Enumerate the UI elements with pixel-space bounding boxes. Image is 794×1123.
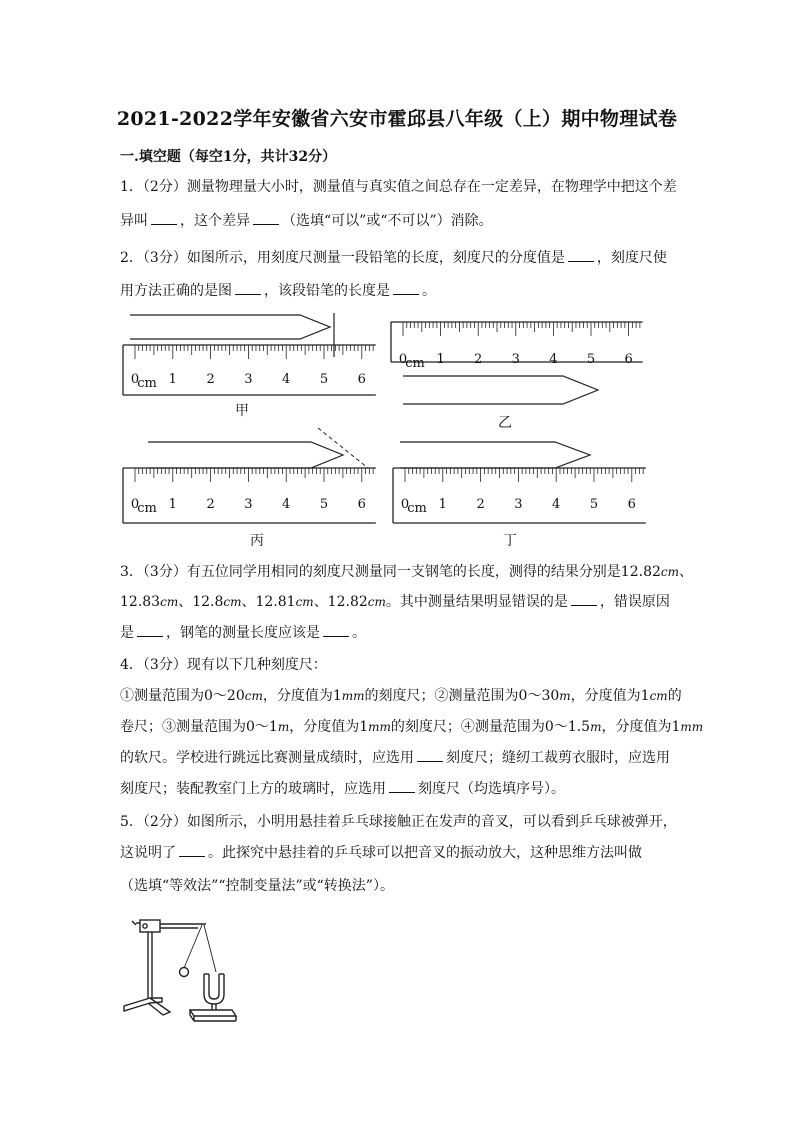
answer-blank[interactable] (253, 211, 279, 225)
q5-line3: （选填“等效法”“控制变量法”或“转换法”）。 (120, 878, 394, 894)
ruler-tick-label: 5 (586, 352, 596, 367)
ruler-tick-label: 3 (511, 352, 520, 367)
ruler-tick-label: 6 (624, 352, 633, 367)
pencil (148, 442, 343, 468)
q3-line1: 3．（3分）有五位同学用相同的刻度尺测量同一支钢笔的长度，测得的结果分别是12.82cm、 (120, 564, 694, 580)
pencil (130, 315, 330, 339)
ruler-tick-label: 5 (319, 497, 329, 512)
ruler-tick-label: 2 (476, 497, 485, 512)
ruler-unit-label: cm (407, 501, 427, 516)
ruler-tick-label: 1 (168, 497, 177, 512)
answer-blank[interactable] (151, 211, 177, 225)
ruler-tick-label: 4 (282, 497, 291, 512)
ruler-unit-label: cm (137, 501, 157, 516)
answer-blank[interactable] (389, 779, 415, 793)
ruler-tick-label: 4 (549, 352, 558, 367)
ruler-panel-乙 (391, 322, 643, 431)
ruler-label-zero: 0 (130, 497, 140, 512)
answer-blank[interactable] (235, 281, 261, 295)
ruler-tick-label: 2 (206, 372, 215, 387)
q5-line2: 这说明了 。此探究中悬挂着的乒乓球可以把音叉的振动放大，这种思维方法叫做 (120, 845, 642, 861)
ruler-tick-label: 5 (589, 497, 599, 512)
ruler-tick-label: 4 (552, 497, 561, 512)
ruler-tick-label: 2 (474, 352, 483, 367)
tuning-fork-apparatus (118, 910, 248, 1025)
figure-caption: 乙 (498, 415, 512, 431)
ruler-tick-label: 1 (438, 497, 447, 512)
ruler-tick-label: 2 (206, 497, 215, 512)
q4-line4: 的软尺。学校进行跳远比赛测量成绩时，应选用 刻度尺；缝纫工裁剪衣服时，应选用 (120, 750, 670, 766)
exam-title: 2021-2022学年安徽省六安市霍邱县八年级（上）期中物理试卷 (116, 108, 678, 130)
ruler-panel-甲 (123, 313, 376, 419)
answer-blank[interactable] (323, 623, 349, 637)
q3-line2: 12.83cm、12.8cm、12.81cm、12.82cm。其中测量结果明显错误的是 ，错误原因 (120, 594, 670, 610)
ruler-tick-label: 3 (244, 372, 253, 387)
ruler-tick-label: 3 (514, 497, 523, 512)
ruler-tick-label: 4 (282, 372, 291, 387)
answer-blank[interactable] (568, 248, 594, 262)
ruler-tick-label: 6 (627, 497, 636, 512)
q4-line5: 刻度尺；装配教室门上方的玻璃时，应选用 刻度尺（均选填序号）。 (120, 781, 565, 797)
answer-blank[interactable] (137, 623, 163, 637)
figure-caption: 丙 (250, 533, 264, 549)
ruler-panel-丁 (393, 442, 646, 549)
ruler-label-zero: 0 (400, 497, 410, 512)
ruler-tick-label: 1 (436, 352, 445, 367)
q3-line3: 是 ，钢笔的测量长度应该是 。 (120, 625, 366, 641)
answer-blank[interactable] (571, 592, 597, 606)
ruler-unit-label: cm (137, 376, 157, 391)
ruler-tick-label: 6 (357, 372, 366, 387)
ruler-tick-label: 3 (244, 497, 253, 512)
q1-line2: 异叫 ，这个差异 （选填“可以”或“不可以”）消除。 (120, 213, 493, 229)
ruler-figure (0, 300, 794, 560)
ruler-tick-label: 5 (319, 372, 329, 387)
section-heading: 一.填空题（每空1分，共计32分） (120, 149, 337, 165)
ruler-label-zero: 0 (398, 352, 408, 367)
ruler-unit-label: cm (405, 356, 425, 371)
figure-caption: 丁 (503, 533, 517, 549)
answer-blank[interactable] (417, 748, 443, 762)
pencil (403, 376, 598, 404)
ruler-panel-丙 (123, 428, 376, 549)
figure-caption: 甲 (235, 403, 249, 419)
q2-line2: 用方法正确的是图 ，该段铅笔的长度是 。 (120, 283, 436, 299)
q4-line3: 卷尺；③测量范围为0～1m，分度值为1mm的刻度尺；④测量范围为0～1.5m，分度值为1mm (120, 719, 704, 735)
ruler-label-zero: 0 (130, 372, 140, 387)
answer-blank[interactable] (393, 281, 419, 295)
q1-line1: 1．（2分）测量物理量大小时，测量值与真实值之间总存在一定差异，在物理学中把这个差 (120, 179, 677, 195)
q4-line2: ①测量范围为0～20cm，分度值为1mm的刻度尺；②测量范围为0～30m，分度值为1cm的 (120, 688, 682, 704)
pencil (400, 442, 590, 468)
ruler-tick-label: 6 (357, 497, 366, 512)
q2-line1: 2．（3分）如图所示，用刻度尺测量一段铅笔的长度，刻度尺的分度值是 ，刻度尺使 (120, 250, 667, 266)
q5-line1: 5．（2分）如图所示，小明用悬挂着乒乓球接触正在发声的音叉，可以看到乒乓球被弹开， (120, 814, 677, 830)
ruler-tick-label: 1 (168, 372, 177, 387)
q4-line1: 4．（3分）现有以下几种刻度尺： (120, 657, 327, 673)
answer-blank[interactable] (179, 843, 205, 857)
